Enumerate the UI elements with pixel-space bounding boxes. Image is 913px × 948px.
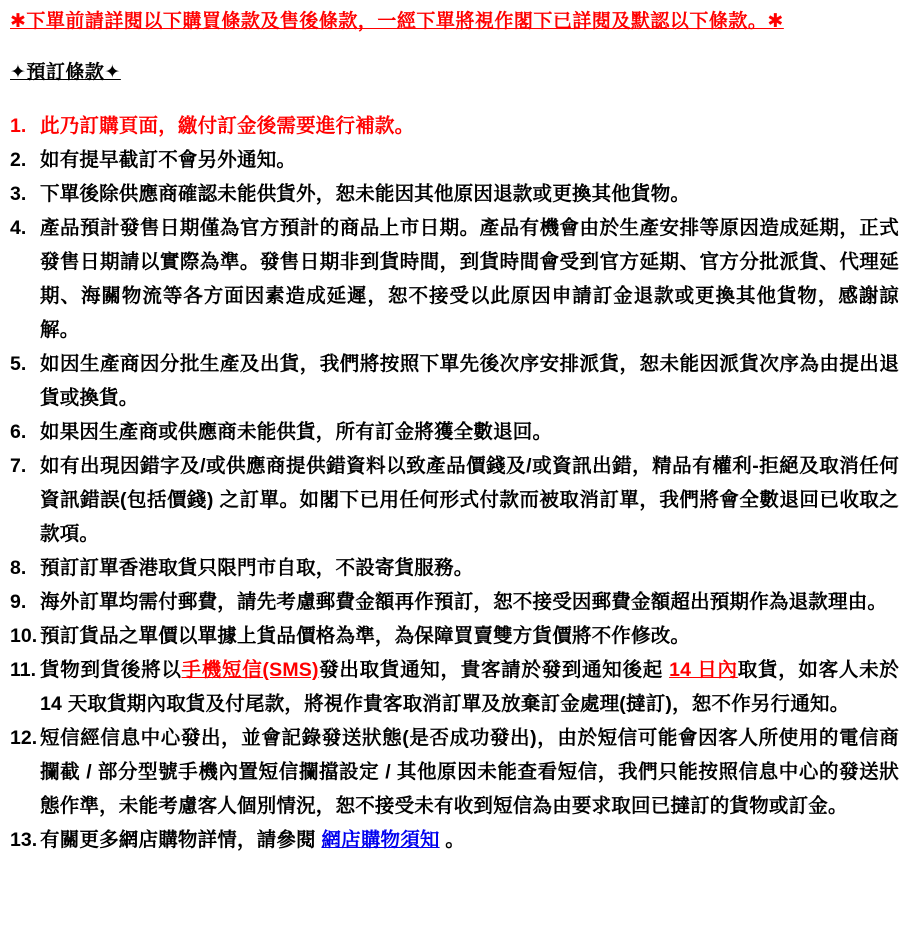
purchase-notice-header: ✱下單前請詳閱以下購買條款及售後條款，一經下單將視作閣下已詳閱及默認以下條款。✱ bbox=[10, 11, 784, 32]
term-number: 8. bbox=[10, 557, 27, 579]
term-item-1 bbox=[10, 109, 899, 143]
term-item-5 bbox=[10, 347, 899, 415]
term-text bbox=[40, 211, 899, 347]
shop-guide-link[interactable]: 網店購物須知 bbox=[321, 829, 440, 851]
term-text-segment: 預訂訂單香港取貨只限門市自取，不設寄貨服務。 bbox=[40, 557, 474, 579]
term-text bbox=[40, 347, 899, 415]
term-number: 2. bbox=[10, 149, 27, 171]
term-text bbox=[40, 585, 899, 619]
term-text-segment: 此乃訂購頁面，繳付訂金後需要進行補款。 bbox=[40, 115, 415, 137]
term-text bbox=[40, 177, 899, 211]
section-title: ✦預訂條款✦ bbox=[10, 62, 121, 83]
term-text-segment: 如有提早截訂不會另外通知。 bbox=[40, 149, 297, 171]
term-item-6 bbox=[10, 415, 899, 449]
term-item-12 bbox=[10, 721, 899, 823]
term-text bbox=[40, 823, 899, 857]
term-number: 11. bbox=[10, 659, 37, 681]
term-text-segment: 海外訂單均需付郵費，請先考慮郵費金額再作預訂，恕不接受因郵費金額超出預期作為退款理由。 bbox=[40, 591, 888, 613]
sms-highlight: 手機短信(SMS) bbox=[181, 659, 319, 681]
term-text bbox=[40, 619, 899, 653]
term-item-3 bbox=[10, 177, 899, 211]
term-item-7 bbox=[10, 449, 899, 551]
term-item-13 bbox=[10, 823, 899, 857]
term-text-segment: 有關更多網店購物詳情，請參閱 bbox=[40, 829, 322, 851]
term-number: 5. bbox=[10, 353, 27, 375]
term-number: 1. bbox=[10, 115, 27, 137]
term-text bbox=[40, 449, 899, 551]
term-text-segment: 預訂貨品之單價以單據上貨品價格為準，為保障買賣雙方貨價將不作修改。 bbox=[40, 625, 691, 647]
term-item-4 bbox=[10, 211, 899, 347]
term-text bbox=[40, 653, 899, 721]
term-number: 3. bbox=[10, 183, 27, 205]
term-text-segment: 如果因生產商或供應商未能供貨，所有訂金將獲全數退回。 bbox=[40, 421, 553, 443]
term-number: 12. bbox=[10, 727, 38, 749]
term-text bbox=[40, 109, 899, 143]
term-text-segment: 。 bbox=[439, 829, 465, 851]
term-text bbox=[40, 143, 899, 177]
term-text bbox=[40, 415, 899, 449]
term-number: 6. bbox=[10, 421, 27, 443]
term-text-segment: 短信經信息中心發出，並會記錄發送狀態(是否成功發出)，由於短信可能會因客人所使用的電信商攔截 / 部分型號手機內置短信攔擋設定 / 其他原因未能查看短信，我們只能按照信息中心的發送狀態作準，未能考慮客人個別情況，恕不接受未有收到短信為由要求取回已撻訂的貨物或訂金。 bbox=[40, 727, 899, 817]
term-item-11 bbox=[10, 653, 899, 721]
term-text bbox=[40, 721, 899, 823]
term-number: 4. bbox=[10, 217, 27, 239]
term-item-10 bbox=[10, 619, 899, 653]
term-text bbox=[40, 551, 899, 585]
term-text-segment: 如因生產商因分批生產及出貨，我們將按照下單先後次序安排派貨，恕未能因派貨次序為由提出退貨或換貨。 bbox=[40, 353, 899, 409]
term-text-segment: 產品預計發售日期僅為官方預計的商品上市日期。產品有機會由於生產安排等原因造成延期，正式發售日期請以實際為準。發售日期非到貨時間，到貨時間會受到官方延期、官方分批派貨、代理延期、海關物流等各方面因素造成延遲，恕不接受以此原因申請訂金退款或更換其他貨物，感謝諒解。 bbox=[40, 217, 899, 341]
term-text-segment: 貨物到貨後將以 bbox=[40, 659, 182, 681]
term-text-segment: 取貨，如客人未於 14 天取貨期內取貨及付尾款，將視作貴客取消訂單及放棄訂金處理(撻訂)，恕不作另行通知。 bbox=[40, 659, 899, 715]
term-number: 13. bbox=[10, 829, 38, 851]
term-item-8 bbox=[10, 551, 899, 585]
term-item-2 bbox=[10, 143, 899, 177]
term-number: 9. bbox=[10, 591, 27, 613]
pickup-deadline-highlight: 14 日內 bbox=[669, 659, 738, 681]
term-item-9 bbox=[10, 585, 899, 619]
terms-list bbox=[10, 109, 899, 857]
term-number: 7. bbox=[10, 455, 27, 477]
term-number: 10. bbox=[10, 625, 38, 647]
term-text-segment: 發出取貨通知，貴客請於發到通知後起 bbox=[318, 659, 670, 681]
term-text-segment: 下單後除供應商確認未能供貨外，恕未能因其他原因退款或更換其他貨物。 bbox=[40, 183, 691, 205]
term-text-segment: 如有出現因錯字及/或供應商提供錯資料以致產品價錢及/或資訊出錯，精品有權利-拒絕及取消任何資訊錯誤(包括價錢) 之訂單。如閣下已用任何形式付款而被取消訂單，我們將會全數退回已收取之款項。 bbox=[40, 455, 899, 545]
